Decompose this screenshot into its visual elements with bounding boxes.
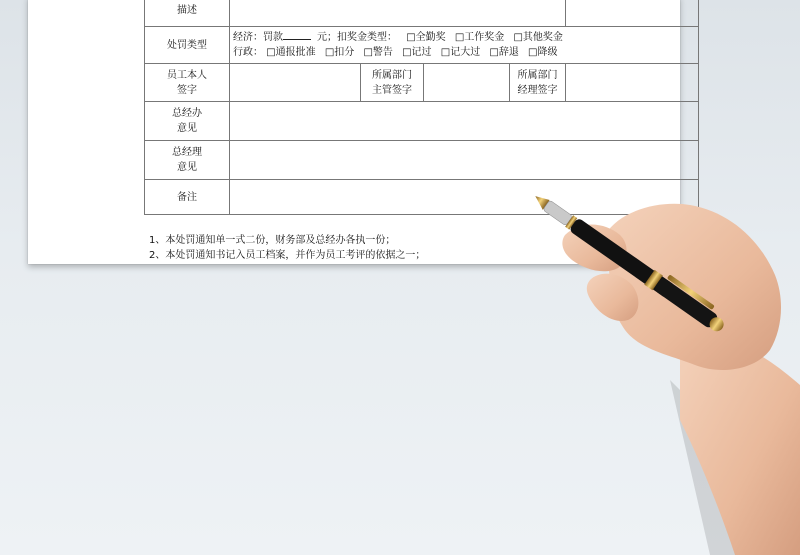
note-2: 2、本处罚通知书记入员工档案，并作为员工考评的依据之一；	[149, 250, 426, 261]
signature-row	[145, 64, 699, 102]
admin-option-demerit[interactable]: □记过	[402, 47, 432, 58]
description-label: 描述	[145, 0, 230, 27]
dept-supervisor-field[interactable]	[424, 64, 510, 102]
remarks-label: 备注	[145, 180, 230, 215]
penalty-options-cell	[230, 27, 699, 64]
general-office-label-line2: 意见	[177, 123, 197, 134]
employee-sign-label-line2: 签字	[177, 84, 197, 96]
dept-supervisor-label-line1: 所属部门	[372, 69, 412, 81]
admin-prefix: 行政：	[233, 47, 263, 58]
general-manager-label-line2: 意见	[177, 162, 197, 173]
admin-option-demote[interactable]: □降级	[528, 47, 558, 58]
dept-supervisor-label-line2: 主管签字	[372, 84, 412, 96]
general-office-row	[145, 102, 699, 141]
general-manager-label	[145, 141, 230, 180]
note-1: 1、本处罚通知单一式二份，财务部及总经办各执一份；	[149, 235, 396, 246]
pen-grip	[543, 200, 573, 226]
general-office-label-line1: 总经办	[172, 108, 202, 119]
hand-holding-pen-image	[520, 180, 800, 555]
admin-penalty-line	[233, 45, 695, 60]
general-office-field[interactable]	[230, 102, 699, 141]
form-notes	[149, 233, 425, 263]
dept-manager-field[interactable]	[566, 64, 699, 102]
admin-option-dismiss[interactable]: □辞退	[489, 47, 519, 58]
bonus-option-other[interactable]: □其他奖金	[513, 32, 563, 43]
admin-option-deduct[interactable]: □扣分	[324, 47, 355, 58]
economic-suffix: 元；扣奖金类型：	[317, 32, 397, 43]
economic-prefix: 经济：罚款	[233, 32, 283, 43]
general-manager-row	[145, 141, 699, 180]
dept-manager-label-line2: 经理签字	[517, 84, 558, 96]
dept-manager-label-line1: 所属部门	[517, 69, 558, 81]
description-field[interactable]	[230, 0, 566, 27]
employee-sign-field[interactable]	[230, 64, 361, 102]
description-row	[145, 0, 699, 27]
general-office-label	[145, 102, 230, 141]
general-manager-label-line1: 总经理	[172, 147, 202, 158]
description-extra-field[interactable]	[566, 0, 699, 27]
penalty-type-row	[145, 27, 699, 64]
penalty-type-label: 处罚类型	[145, 27, 230, 64]
admin-option-notice[interactable]: □通报批准	[266, 47, 316, 58]
bonus-option-attendance[interactable]: □全勤奖	[406, 32, 446, 43]
general-manager-field[interactable]	[230, 141, 699, 180]
bonus-option-work[interactable]: □工作奖金	[454, 32, 505, 43]
fine-amount-blank[interactable]	[283, 30, 311, 40]
dept-manager-label	[510, 64, 566, 102]
admin-option-major-demerit[interactable]: □记大过	[440, 47, 481, 58]
employee-sign-label-line1: 员工本人	[167, 69, 207, 81]
economic-penalty-line	[233, 30, 695, 45]
dept-supervisor-label	[361, 64, 424, 102]
admin-option-warning[interactable]: □警告	[363, 47, 393, 58]
employee-sign-label	[145, 64, 230, 102]
